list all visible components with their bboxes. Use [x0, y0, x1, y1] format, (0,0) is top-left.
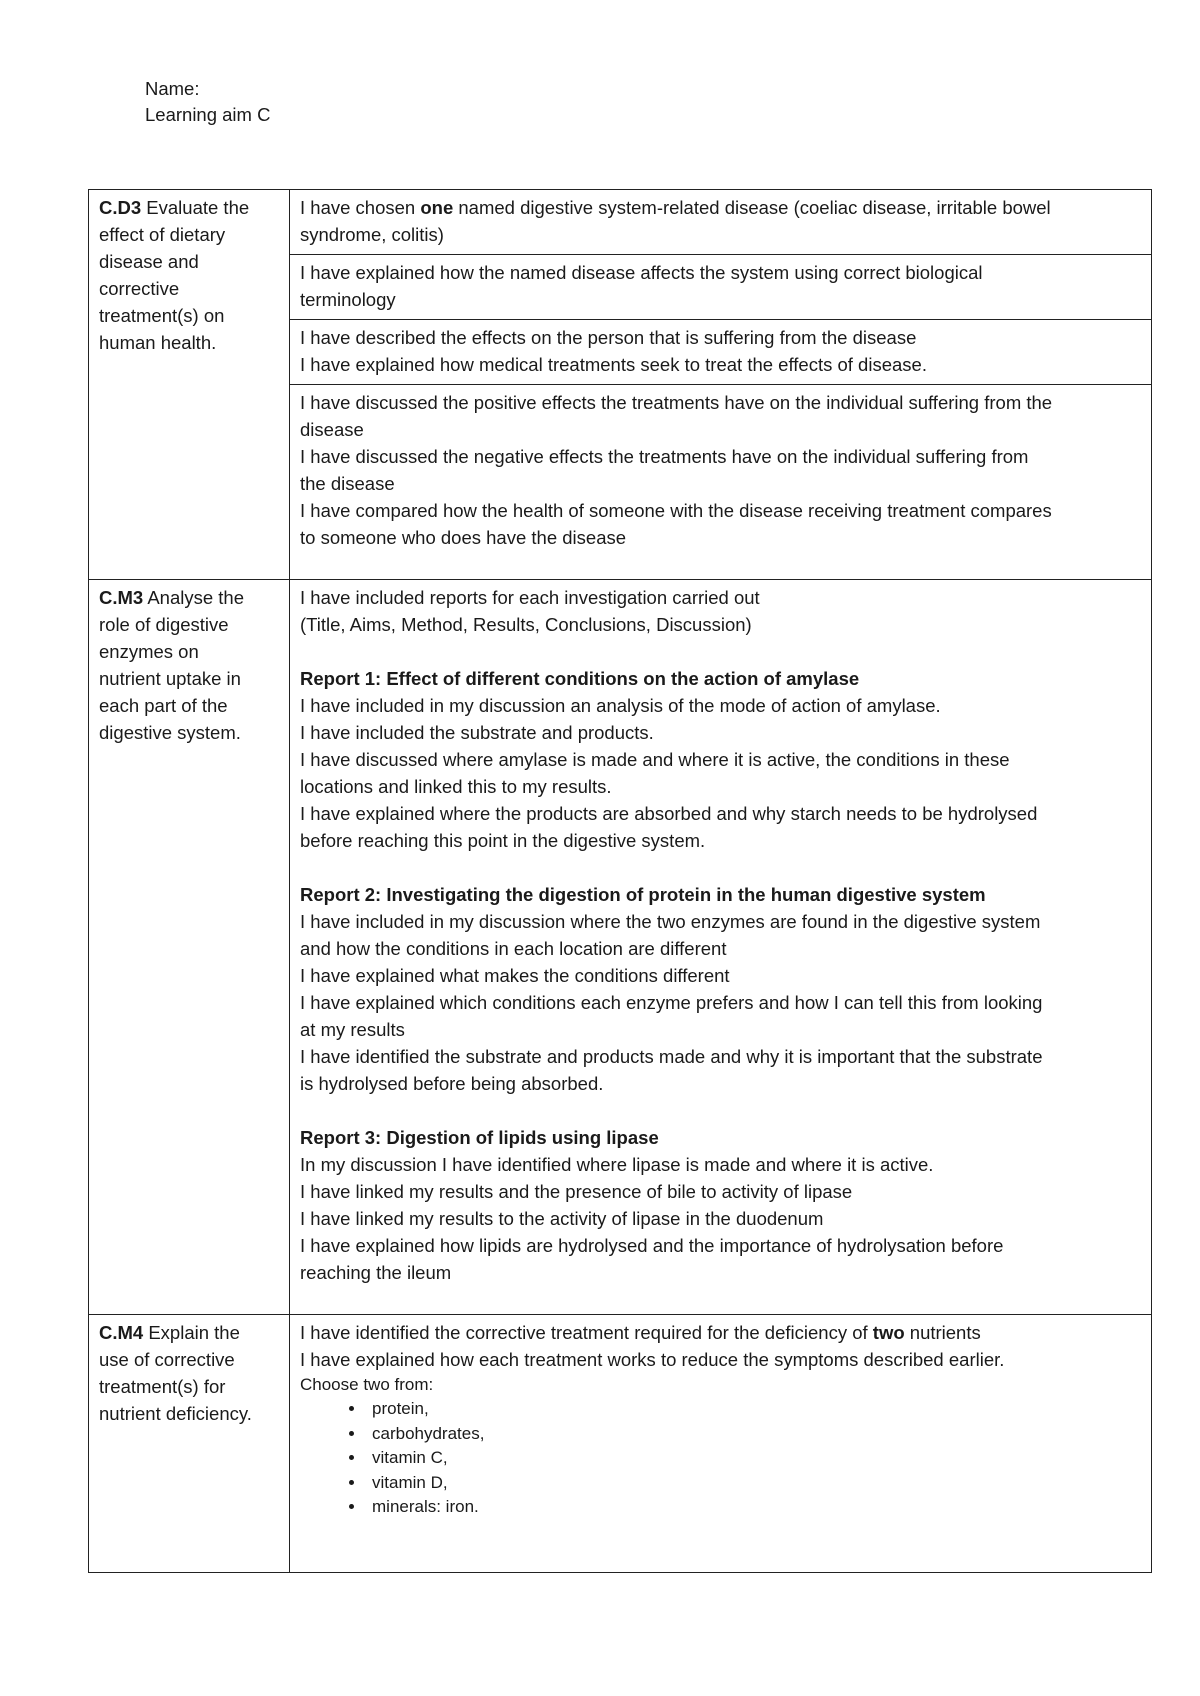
nutrient-options-list: [300, 1397, 1141, 1520]
checklist-cell: I have described the effects on the person that is suffering from the disease I have explained how medical treatments seek to treat the effects of disease.: [290, 320, 1152, 385]
checklist-cell: I have included reports for each investigation carried out (Title, Aims, Method, Results, Conclusions, Discussion) Report 1: Effect of different conditions on the action of amylase I have included in my discussion an analysis of the mode of action of amylase. I have included the substrate and products. I have discussed where amylase is made and where it is active, the conditions in these locations and linked this to my results. I have explained where the products are absorbed and why starch needs to be hydrolysed before reaching this point in the digestive system. Report 2: Investigating the digestion of protein in the human digestive system I have included in my discussion where the two enzymes are found in the digestive system and how the conditions in each location are different I have explained what makes the conditions different I have explained which conditions each enzyme prefers and how I can tell this from looking at my results I have identified the substrate and products made and why it is important that the substrate is hydrolysed before being absorbed. Report 3: Digestion of lipids using lipase In my discussion I have identified where lipase is made and where it is active. I have linked my results and the presence of bile to activity of lipase I have linked my results to the activity of lipase in the duodenum I have explained how lipids are hydrolysed and the importance of hydrolysation before reaching the ileum: [290, 580, 1152, 1315]
page-header: [145, 76, 270, 128]
table-row: [89, 1315, 1152, 1573]
criterion-cell-m4: C.M4 Explain the use of corrective treatment(s) for nutrient deficiency.: [89, 1315, 290, 1573]
checklist-cell: I have discussed the positive effects the treatments have on the individual suffering from the disease I have discussed the negative effects the treatments have on the individual suffering from the disease I have compared how the health of someone with the disease receiving treatment compares to someone who does have the disease: [290, 385, 1152, 580]
criterion-code: C.D3: [99, 197, 142, 218]
list-item: • minerals: iron.: [366, 1495, 1141, 1520]
list-item: • vitamin D,: [366, 1471, 1141, 1496]
list-item: • protein,: [366, 1397, 1141, 1422]
table-row: [89, 190, 1152, 255]
criterion-cell-d3: C.D3 Evaluate the effect of dietary disease and corrective treatment(s) on human health.: [89, 190, 290, 580]
table-row: [89, 580, 1152, 1315]
report-1-title: Report 1: Effect of different conditions on the action of amylase: [300, 668, 860, 689]
criterion-cell-m3: C.M3 Analyse the role of digestive enzymes on nutrient uptake in each part of the digestive system.: [89, 580, 290, 1315]
checklist-cell: I have identified the corrective treatment required for the deficiency of two nutrients I have explained how each treatment works to reduce the symptoms described earlier. Choose two from: • protein, • carbohydrates, • vitamin C, • vitamin D, • minerals: iron.: [290, 1315, 1152, 1573]
checklist-cell: I have explained how the named disease affects the system using correct biological terminology: [290, 255, 1152, 320]
criterion-code: C.M3: [99, 587, 144, 608]
name-label: Name:: [145, 78, 200, 99]
criterion-code: C.M4: [99, 1322, 144, 1343]
checklist-cell: I have chosen one named digestive system-related disease (coeliac disease, irritable bowel syndrome, colitis): [290, 190, 1152, 255]
report-2-title: Report 2: Investigating the digestion of protein in the human digestive system: [300, 884, 986, 905]
learning-aim-label: Learning aim C: [145, 104, 271, 125]
list-item: • vitamin C,: [366, 1446, 1141, 1471]
report-3-title: Report 3: Digestion of lipids using lipase: [300, 1127, 659, 1148]
assessment-criteria-table: [88, 189, 1152, 1573]
list-item: • carbohydrates,: [366, 1422, 1141, 1447]
